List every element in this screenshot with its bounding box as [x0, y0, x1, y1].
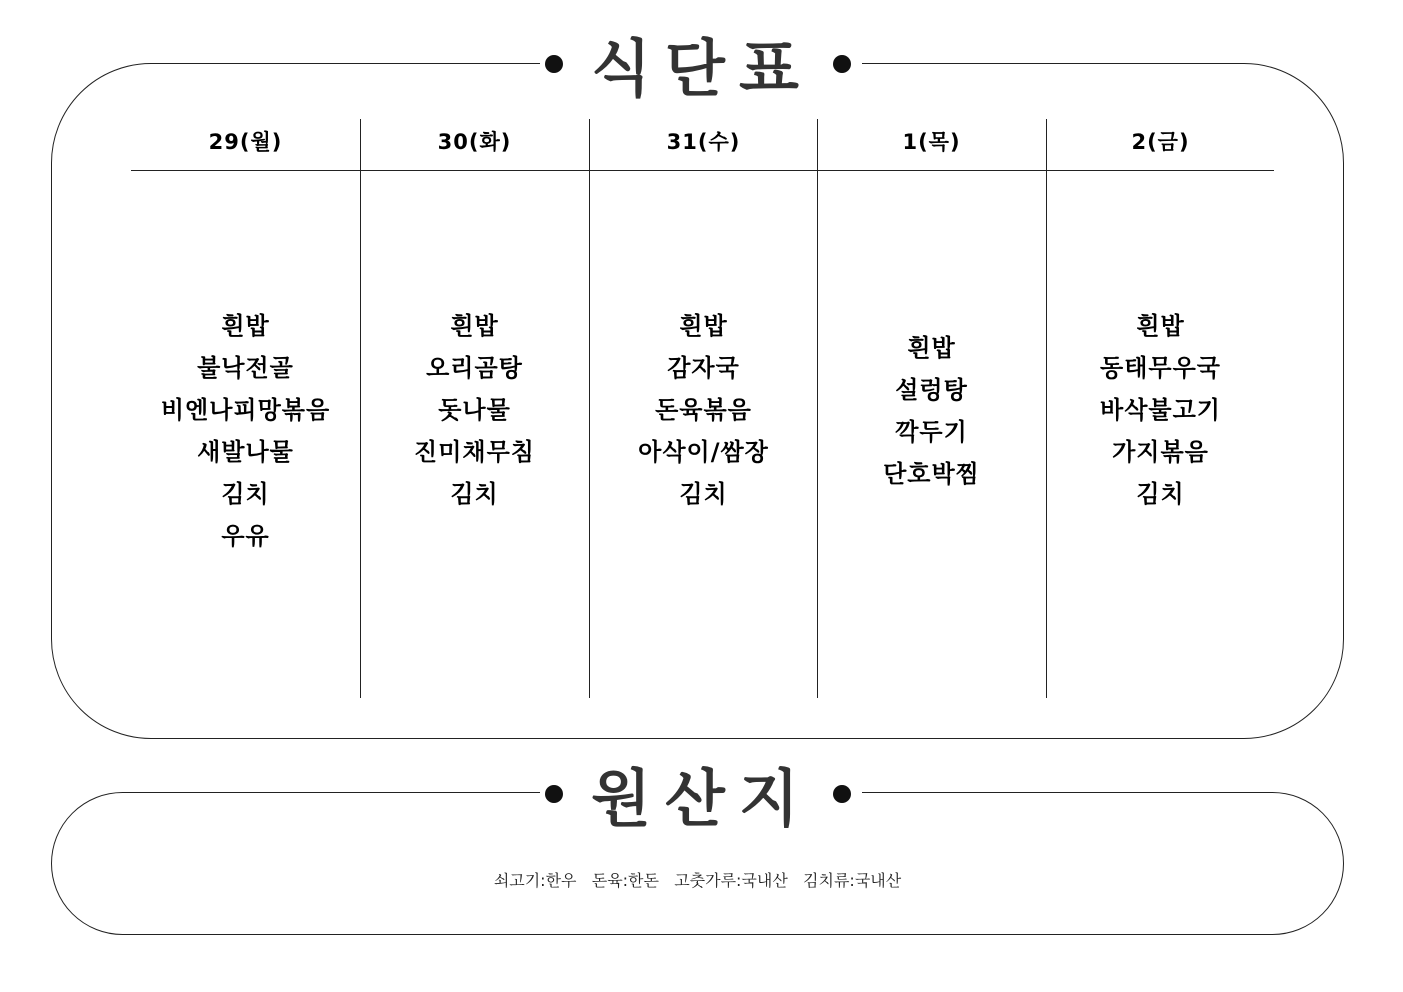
menu-item: 김치 — [450, 480, 499, 508]
menu-item: 진미채무침 — [414, 438, 535, 466]
menu-item: 흰밥 — [679, 312, 728, 340]
menu-item: 김치 — [679, 480, 728, 508]
menu-item: 흰밥 — [450, 312, 499, 340]
menu-list-thu — [817, 327, 1046, 495]
day-header-mon: 29(월) — [208, 130, 283, 154]
menu-item: 감자국 — [667, 354, 740, 382]
menu-item: 오리곰탕 — [426, 354, 523, 382]
menu-item: 아삭이/쌈장 — [638, 438, 769, 466]
day-header-thu: 1(목) — [902, 130, 961, 154]
menu-list-fri — [1046, 305, 1275, 515]
day-header-tue: 30(화) — [437, 130, 512, 154]
menu-item: 동태무우국 — [1100, 354, 1221, 382]
menu-item: 흰밥 — [907, 334, 956, 362]
menu-item: 가지볶음 — [1112, 438, 1209, 466]
day-header-fri: 2(금) — [1131, 130, 1190, 154]
menu-item: 흰밥 — [221, 312, 270, 340]
menu-item: 돗나물 — [438, 396, 511, 424]
menu-item: 새발나물 — [197, 438, 294, 466]
menu-item: 설렁탕 — [895, 376, 968, 404]
menu-item: 바삭불고기 — [1100, 396, 1221, 424]
header-divider — [131, 170, 1274, 171]
menu-item: 불낙전골 — [197, 354, 294, 382]
menu-item: 비엔나피망볶음 — [160, 396, 331, 424]
menu-item: 김치 — [221, 480, 270, 508]
day-header-wed: 31(수) — [666, 130, 741, 154]
menu-title: 식단표 — [591, 32, 813, 105]
menu-list-tue — [360, 305, 589, 515]
origin-title: 원산지 — [591, 762, 813, 835]
menu-list-wed — [589, 305, 818, 515]
menu-item: 김치 — [1136, 480, 1185, 508]
origin-info: 쇠고기:한우 돈육:한돈 고춧가루:국내산 김치류:국내산 — [493, 871, 902, 890]
menu-item: 돈육볶음 — [655, 396, 752, 424]
menu-list-mon — [131, 305, 360, 557]
menu-item: 단호박찜 — [883, 460, 980, 488]
menu-item: 우유 — [221, 522, 270, 550]
menu-item: 흰밥 — [1136, 312, 1185, 340]
menu-item: 깍두기 — [895, 418, 968, 446]
